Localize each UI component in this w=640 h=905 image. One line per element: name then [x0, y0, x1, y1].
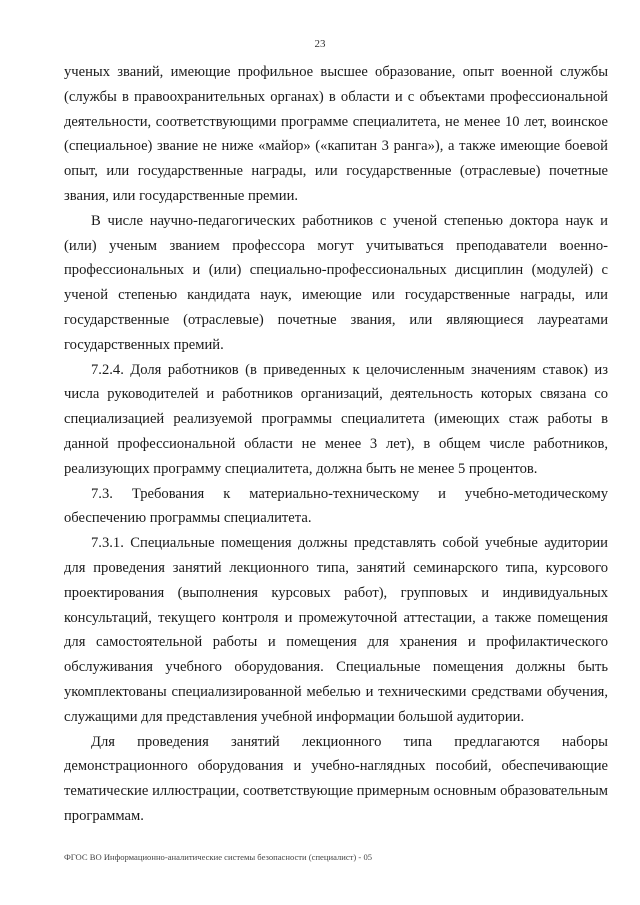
paragraph-7-3: 7.3. Требования к материально-техническому и учебно-методическому обеспечению программы специалитета. [64, 485, 608, 527]
paragraph-7-2-4: 7.2.4. Доля работников (в приведенных к целочисленным значениям ставок) из числа руководителей и работников организаций, деятельность которых связана со специализацией реализуемой программы специалитета (имеющих стаж работы в данной профессиональной области не менее 3 лет), в общем числе работников, реализующих программу специалитета, должна быть не менее 5 процентов. [64, 361, 608, 477]
paragraph-7-3-1: 7.3.1. Специальные помещения должны представлять собой учебные аудитории для проведения занятий лекционного типа, занятий семинарского типа, курсового проектирования (выполнения курсовых работ), групповых и индивидуальных консультаций, текущего контроля и промежуточной аттестации, а также помещения для самостоятельной работы и помещения для хранения и профилактического обслуживания учебного оборудования. Специальные помещения должны быть укомплектованы специализированной мебелью и техническими средствами обучения, служащими для представления учебной информации большой аудитории. [64, 535, 608, 725]
paragraph-continuation: ученых званий, имеющие профильное высшее образование, опыт военной службы (службы в правоохранительных органах) в области и с объектами профессиональной деятельности, соответствующими программе специалитета, не менее 10 лет, воинское (специальное) звание не ниже «майор» («капитан 3 ранга»), а также имеющие боевой опыт, или государственные награды, или государственные (отраслевые) почетные звания, или государственные премии. [64, 64, 608, 204]
paragraph-teachers: В числе научно-педагогических работников с ученой степенью доктора наук и (или) ученым званием профессора могут учитываться преподаватели военно-профессиональных и (или) специально-профессиональных дисциплин (модулей) с ученой степенью кандидата наук, имеющие или государственные награды, или государственные (отраслевые) почетные звания, или являющиеся лауреатами государственных премий. [64, 212, 608, 353]
page-number: 23 [314, 38, 326, 50]
page-footer: ФГОС ВО Информационно-аналитические системы безопасности (специалист) - 05 [64, 852, 373, 862]
paragraph-lecture-equipment: Для проведения занятий лекционного типа предлагаются наборы демонстрационного оборудования и учебно-наглядных пособий, обеспечивающие тематические иллюстрации, соответствующие примерным основным образовательным программам. [64, 733, 608, 824]
page-body [64, 60, 608, 829]
